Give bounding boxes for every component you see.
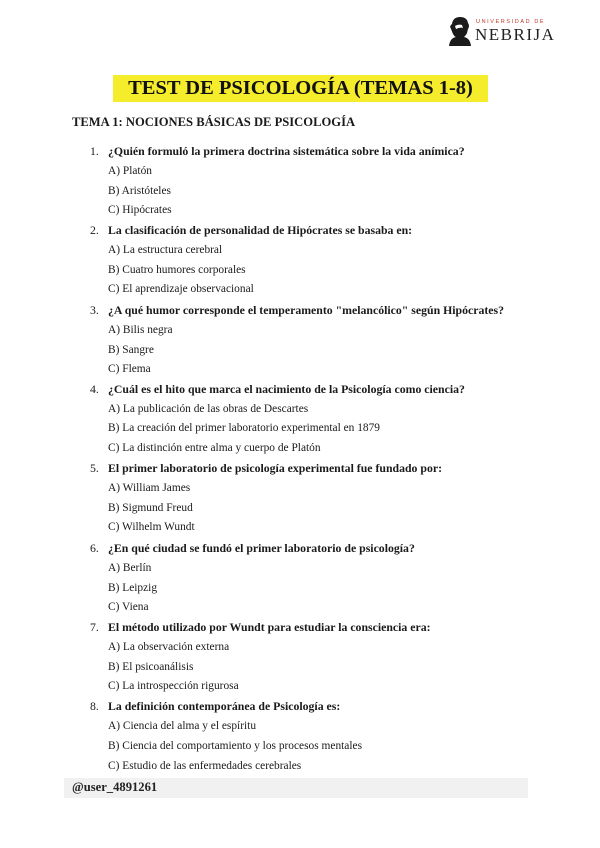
option-7a: A) La observación externa bbox=[108, 641, 230, 653]
option-2b: B) Cuatro humores corporales bbox=[108, 264, 246, 276]
option-7c: C) La introspección rigurosa bbox=[108, 680, 239, 692]
question-2 bbox=[90, 222, 412, 238]
option-7b: B) El psicoanálisis bbox=[108, 661, 194, 673]
question-4 bbox=[90, 381, 465, 397]
question-text: ¿Cuál es el hito que marca el nacimiento de la Psicología como ciencia? bbox=[108, 382, 465, 396]
question-5 bbox=[90, 460, 442, 476]
user-tag: @user_4891261 bbox=[72, 780, 158, 794]
option-8a: A) Ciencia del alma y el espíritu bbox=[108, 720, 257, 732]
option-8b: B) Ciencia del comportamiento y los procesos mentales bbox=[108, 740, 363, 752]
option-1c: C) Hipócrates bbox=[108, 204, 172, 216]
question-3 bbox=[90, 302, 504, 318]
option-4b: B) La creación del primer laboratorio experimental en 1879 bbox=[108, 422, 380, 434]
question-text: La definición contemporánea de Psicología es: bbox=[108, 699, 341, 713]
question-number: 5. bbox=[90, 461, 99, 475]
option-4c: C) La distinción entre alma y cuerpo de Platón bbox=[108, 442, 321, 454]
section-heading: TEMA 1: NOCIONES BÁSICAS DE PSICOLOGÍA bbox=[72, 115, 356, 129]
option-6c: C) Viena bbox=[108, 601, 149, 613]
option-2c: C) El aprendizaje observacional bbox=[108, 283, 254, 295]
option-5a: A) William James bbox=[108, 482, 191, 494]
question-text: ¿En qué ciudad se fundó el primer laboratorio de psicología? bbox=[108, 541, 415, 555]
option-3c: C) Flema bbox=[108, 363, 151, 375]
option-3b: B) Sangre bbox=[108, 344, 154, 356]
question-text: La clasificación de personalidad de Hipócrates se basaba en: bbox=[108, 223, 413, 237]
question-7 bbox=[90, 619, 431, 635]
question-number: 4. bbox=[90, 382, 99, 396]
page-title: TEST DE PSICOLOGÍA (TEMAS 1-8) bbox=[113, 75, 488, 102]
logo-university-label: UNIVERSIDAD DE bbox=[476, 19, 546, 25]
option-1a: A) Platón bbox=[108, 165, 152, 177]
option-1b: B) Aristóteles bbox=[108, 185, 171, 197]
option-5b: B) Sigmund Freud bbox=[108, 502, 193, 514]
question-number: 2. bbox=[90, 223, 99, 237]
footer-bar bbox=[64, 778, 528, 798]
question-8 bbox=[90, 698, 340, 714]
option-8c: C) Estudio de las enfermedades cerebrales bbox=[108, 760, 302, 772]
question-6 bbox=[90, 540, 415, 556]
logo-name: NEBRIJA bbox=[475, 25, 556, 44]
question-number: 7. bbox=[90, 620, 99, 634]
question-1 bbox=[90, 143, 465, 159]
option-6a: A) Berlín bbox=[108, 562, 152, 574]
option-6b: B) Leipzig bbox=[108, 582, 158, 594]
question-number: 6. bbox=[90, 541, 99, 555]
option-2a: A) La estructura cerebral bbox=[108, 244, 223, 256]
question-number: 3. bbox=[90, 303, 99, 317]
question-text: El primer laboratorio de psicología experimental fue fundado por: bbox=[108, 461, 443, 475]
question-number: 1. bbox=[90, 144, 99, 158]
question-text: ¿A qué humor corresponde el temperamento "melancólico" según Hipócrates? bbox=[108, 303, 505, 317]
question-text: El método utilizado por Wundt para estudiar la consciencia era: bbox=[108, 620, 431, 634]
nebrija-bust-icon bbox=[446, 16, 472, 46]
option-3a: A) Bilis negra bbox=[108, 324, 173, 336]
university-logo bbox=[446, 14, 556, 50]
option-4a: A) La publicación de las obras de Descartes bbox=[108, 403, 309, 415]
question-number: 8. bbox=[90, 699, 99, 713]
question-text: ¿Quién formuló la primera doctrina sistemática sobre la vida anímica? bbox=[108, 144, 465, 158]
option-5c: C) Wilhelm Wundt bbox=[108, 521, 195, 533]
